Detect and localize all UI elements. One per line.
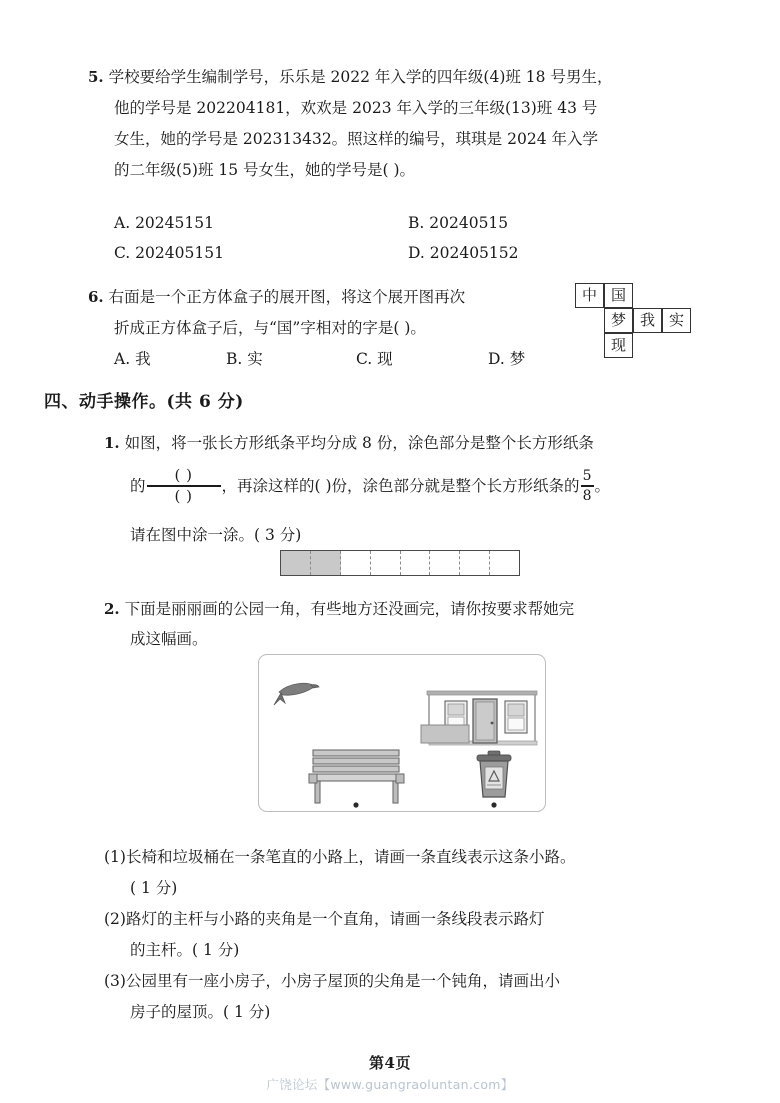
question-5-option-d[interactable] xyxy=(408,238,519,269)
blank-fraction-numerator: ( ) xyxy=(174,466,193,485)
fraction-prefix: 的 xyxy=(130,477,146,495)
question-5-option-c[interactable] xyxy=(114,238,224,269)
paper-strip[interactable] xyxy=(280,550,520,576)
part4-q1-line-1 xyxy=(104,428,704,458)
blank-fraction[interactable] xyxy=(147,466,221,505)
subquestion-2-label: (2) xyxy=(104,910,126,928)
part4-q2-number: 2. xyxy=(104,600,120,618)
question-5-number: 5. xyxy=(88,68,104,86)
question-5 xyxy=(88,62,688,186)
question-5-option-a[interactable] xyxy=(114,208,214,239)
cube-net-diagram xyxy=(575,283,691,359)
option-c-text: 202405151 xyxy=(135,244,224,262)
part4-q1-number: 1. xyxy=(104,434,120,452)
subquestion-3-text-1: 公园里有一座小房子，小房子屋顶的尖角是一个钝角，请画出小 xyxy=(125,972,560,990)
result-fraction-numerator: 5 xyxy=(582,468,592,485)
option-a-text: 20245151 xyxy=(135,214,214,232)
subquestion-3 xyxy=(104,966,724,1028)
subquestion-1-text-1: 长椅和垃圾桶在一条笔直的小路上，请画一条直线表示这条小路。 xyxy=(125,848,576,866)
subquestion-1 xyxy=(104,842,724,904)
question-6-option-a[interactable] xyxy=(114,344,151,375)
option-c-tag: C. xyxy=(356,350,373,368)
option-d-tag: D. xyxy=(488,350,505,368)
paper-strip-diagram xyxy=(280,550,520,576)
result-fraction-five-eighths xyxy=(581,467,594,504)
option-c-text: 现 xyxy=(377,350,393,368)
cube-net-cell-wo: 我 xyxy=(633,308,662,333)
part4-q2-subquestions xyxy=(104,842,724,1028)
subquestion-1-line-1 xyxy=(104,842,724,873)
question-5-option-b[interactable] xyxy=(408,208,508,239)
option-d-text: 梦 xyxy=(509,350,526,368)
fraction-suffix: 。 xyxy=(594,477,611,495)
strip-segment[interactable] xyxy=(281,551,311,575)
bench-point-marker xyxy=(353,802,358,807)
part4-question-1 xyxy=(104,428,704,514)
blank-fraction-denominator: ( ) xyxy=(174,486,193,505)
subquestion-3-label: (3) xyxy=(104,972,126,990)
option-a-tag: A. xyxy=(114,350,131,368)
park-scene-picture xyxy=(258,654,546,812)
question-6-line-1 xyxy=(88,282,558,313)
part4-q1-instruction: 请在图中涂一涂。( 3 分) xyxy=(130,526,302,544)
part4-q2-text-2: 成这幅画。 xyxy=(130,630,208,648)
strip-segment[interactable] xyxy=(460,551,490,575)
part4-q1-text-1: 如图，将一张长方形纸条平均分成 8 份，涂色部分是整个长方形纸条 xyxy=(124,434,594,452)
result-fraction-denominator: 8 xyxy=(582,487,592,504)
option-b-tag: B. xyxy=(226,350,243,368)
strip-segment[interactable] xyxy=(311,551,341,575)
bench-icon xyxy=(309,750,404,803)
part4-q2-line-1 xyxy=(104,594,704,624)
question-6-text-2: 折成正方体盒子后，与“国”字相对的字是( )。 xyxy=(114,319,426,337)
option-d-tag: D. xyxy=(408,244,425,262)
page-footer xyxy=(0,1052,780,1093)
subquestion-2-line-1 xyxy=(104,904,724,935)
subquestion-2-text-2: 的主杆。( 1 分) xyxy=(130,941,240,959)
section-heading: 四、动手操作。(共 6 分) xyxy=(44,392,244,412)
page-number: 第4页 xyxy=(369,1054,411,1072)
fraction-middle-text: ，再涂这样的( )份，涂色部分就是整个长方形纸条的 xyxy=(221,477,580,495)
question-5-text-3: 女生，她的学号是 202313432。照这样的编号，琪琪是 2024 年入学 xyxy=(114,130,598,148)
cube-net-cell-guo: 国 xyxy=(604,283,633,308)
watermark-text: 广饶论坛【www.guangraoluntan.com】 xyxy=(266,1077,514,1092)
subquestion-1-label: (1) xyxy=(104,848,126,866)
strip-segment[interactable] xyxy=(490,551,519,575)
part4-q1-fraction-line xyxy=(104,458,704,514)
strip-segment[interactable] xyxy=(430,551,460,575)
question-6-option-b[interactable] xyxy=(226,344,263,375)
subquestion-3-line-1 xyxy=(104,966,724,997)
subquestion-1-text-2: ( 1 分) xyxy=(130,879,178,897)
question-6-number: 6. xyxy=(88,288,104,306)
part4-question-2 xyxy=(104,594,704,654)
bird-icon xyxy=(274,683,319,705)
trash-bin-icon xyxy=(477,751,511,797)
question-6-option-c[interactable] xyxy=(356,344,393,375)
option-b-tag: B. xyxy=(408,214,425,232)
option-b-text: 20240515 xyxy=(429,214,509,232)
question-6-text-1: 右面是一个正方体盒子的展开图，将这个展开图再次 xyxy=(108,288,466,306)
subquestion-2-text-1: 路灯的主杆与小路的夹角是一个直角，请画一条线段表示路灯 xyxy=(125,910,545,928)
cube-net-cell-meng: 梦 xyxy=(604,308,633,333)
cube-net-cell-xian: 现 xyxy=(604,333,633,358)
option-a-tag: A. xyxy=(114,214,131,232)
option-d-text: 202405152 xyxy=(429,244,519,262)
house-icon xyxy=(421,691,537,745)
question-6-option-d[interactable] xyxy=(488,344,525,375)
subquestion-3-text-2: 房子的屋顶。( 1 分) xyxy=(130,1003,271,1021)
option-a-text: 我 xyxy=(135,350,151,368)
question-5-text-1: 学校要给学生编制学号，乐乐是 2022 年入学的四年级(4)班 18 号男生， xyxy=(108,68,613,86)
question-5-line-1 xyxy=(88,62,688,93)
cube-net-cell-shi: 实 xyxy=(662,308,691,333)
question-6 xyxy=(88,282,558,344)
part4-q2-text-1: 下面是丽丽画的公园一角，有些地方还没画完，请你按要求帮她完 xyxy=(124,600,575,618)
subquestion-2 xyxy=(104,904,724,966)
strip-segment[interactable] xyxy=(371,551,401,575)
option-b-text: 实 xyxy=(247,350,263,368)
option-c-tag: C. xyxy=(114,244,131,262)
question-5-text-4: 的二年级(5)班 15 号女生，她的学号是( )。 xyxy=(114,161,416,179)
question-5-text-2: 他的学号是 202204181，欢欢是 2023 年入学的三年级(13)班 43 号 xyxy=(114,99,598,117)
trash-bin-point-marker xyxy=(491,802,496,807)
strip-segment[interactable] xyxy=(341,551,371,575)
strip-segment[interactable] xyxy=(401,551,431,575)
cube-net-cell-zhong: 中 xyxy=(575,283,604,308)
